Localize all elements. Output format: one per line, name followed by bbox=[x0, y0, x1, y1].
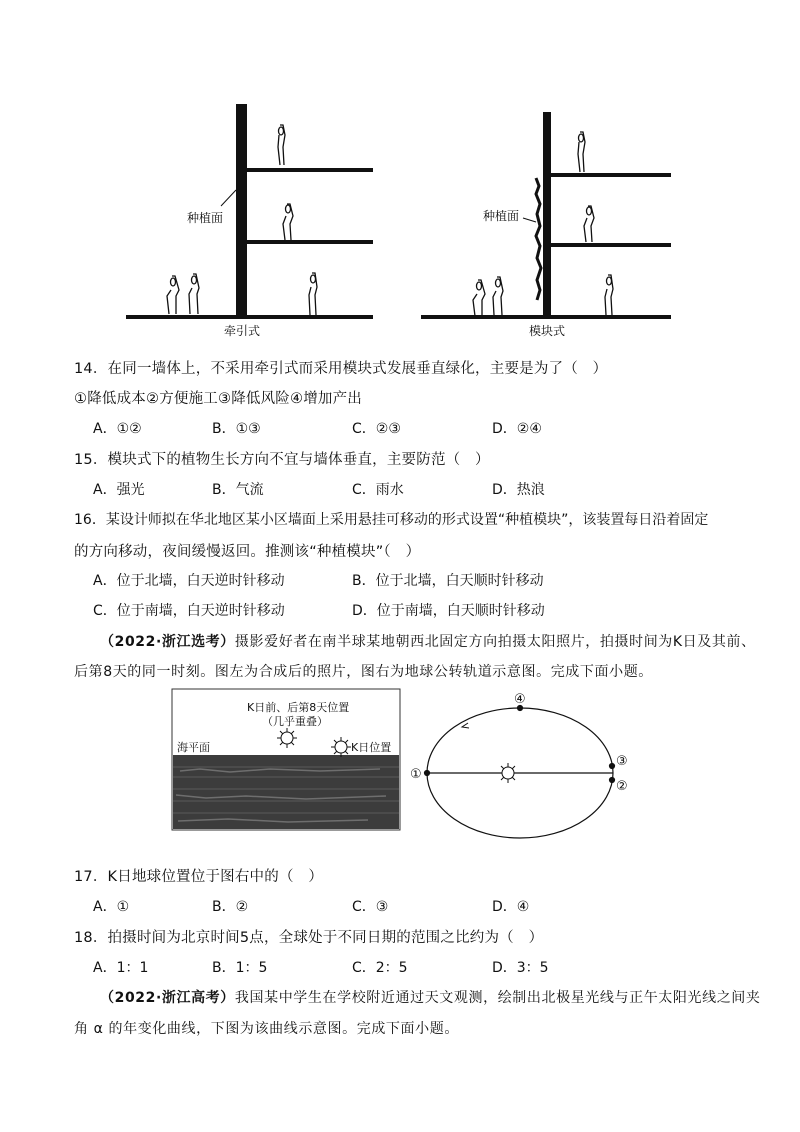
q15-option-c[interactable]: C．雨水 bbox=[352, 482, 404, 498]
k-day-label: K日位置 bbox=[351, 741, 392, 754]
q17-option-a[interactable]: A．① bbox=[93, 899, 130, 915]
intro1-line2: 后第8天的同一时刻。图左为合成后的照片，图右为地球公转轨道示意图。完成下面小题。 bbox=[74, 664, 653, 680]
module-type-caption: 模块式 bbox=[529, 324, 566, 338]
q16-option-b[interactable]: B．位于北墙，白天顺时针移动 bbox=[352, 573, 544, 589]
q16-option-c[interactable]: C．位于南墙，白天逆时针移动 bbox=[93, 603, 285, 619]
intro1-line1 bbox=[100, 631, 756, 651]
q15-option-d[interactable]: D．热浪 bbox=[492, 482, 545, 498]
earth-orbit-diagram bbox=[425, 706, 615, 839]
q14-statements: ①降低成本②方便施工③降低风险④增加产出 bbox=[74, 391, 362, 407]
traction-type-diagram bbox=[126, 104, 373, 317]
module-type-diagram bbox=[421, 112, 671, 317]
intro1-text: 摄影爱好者在南半球某地朝西北固定方向拍摄太阳照片，拍摄时间为K日及其前、 bbox=[234, 634, 756, 650]
intro2-line1 bbox=[100, 987, 761, 1007]
sun-photo-and-orbit-figure bbox=[0, 685, 800, 840]
q14-option-b[interactable]: B．①③ bbox=[212, 421, 261, 437]
q17-option-c[interactable]: C．③ bbox=[352, 899, 389, 915]
intro2-line2: 角 α 的年变化曲线，下图为该曲线示意图。完成下面小题。 bbox=[74, 1021, 459, 1037]
q18-option-b[interactable]: B．1：5 bbox=[212, 960, 268, 976]
q14-option-a[interactable]: A．①② bbox=[93, 421, 142, 437]
q18-option-a[interactable]: A．1：1 bbox=[93, 960, 149, 976]
intro2-text: 我国某中学生在学校附近通过天文观测，绘制出北极星光线与正午太阳光线之间夹 bbox=[234, 990, 761, 1006]
q17-option-d[interactable]: D．④ bbox=[492, 899, 530, 915]
orbit-position-2: ② bbox=[616, 779, 628, 794]
right-planting-surface-label: 种植面 bbox=[483, 209, 520, 223]
photo-overlap-label-1: K日前、后第8天位置 bbox=[247, 701, 350, 714]
q18-option-c[interactable]: C．2：5 bbox=[352, 960, 408, 976]
sea-level-label: 海平面 bbox=[177, 741, 210, 754]
q14-option-d[interactable]: D．②④ bbox=[492, 421, 542, 437]
intro1-source: （2022·浙江选考） bbox=[100, 634, 235, 650]
traction-type-caption: 牵引式 bbox=[224, 324, 261, 338]
orbit-position-4: ④ bbox=[514, 692, 526, 707]
q16-stem-line2: 的方向移动，夜间缓慢返回。推测该“种植模块”（ ） bbox=[74, 544, 421, 560]
q18-option-d[interactable]: D．3：5 bbox=[492, 960, 549, 976]
q14-stem: 14．在同一墙体上，不采用牵引式而采用模块式发展垂直绿化，主要是为了（ ） bbox=[74, 361, 608, 377]
q18-stem: 18．拍摄时间为北京时间5点，全球处于不同日期的范围之比约为（ ） bbox=[74, 930, 544, 946]
q14-option-c[interactable]: C．②③ bbox=[352, 421, 401, 437]
q15-option-b[interactable]: B．气流 bbox=[212, 482, 264, 498]
orbit-position-1: ① bbox=[410, 767, 422, 782]
q17-stem: 17．K日地球位置位于图右中的（ ） bbox=[74, 869, 324, 885]
left-planting-surface-label: 种植面 bbox=[187, 211, 224, 225]
q15-option-a[interactable]: A．强光 bbox=[93, 482, 145, 498]
k-day-sun-icon bbox=[331, 737, 351, 757]
q17-option-b[interactable]: B．② bbox=[212, 899, 249, 915]
photo-overlap-label-2: （几乎重叠） bbox=[262, 715, 328, 728]
q15-stem: 15．模块式下的植物生长方向不宜与墙体垂直，主要防范（ ） bbox=[74, 452, 490, 468]
vertical-greening-figure bbox=[0, 0, 800, 345]
orbit-sun-icon bbox=[498, 763, 518, 783]
q16-option-d[interactable]: D．位于南墙，白天顺时针移动 bbox=[352, 603, 545, 619]
q16-option-a[interactable]: A．位于北墙，白天逆时针移动 bbox=[93, 573, 285, 589]
sun-icon bbox=[277, 728, 297, 748]
intro2-source: （2022·浙江高考） bbox=[100, 990, 235, 1006]
q16-stem-line1: 16．某设计师拟在华北地区某小区墙面上采用悬挂可移动的形式设置“种植模块”，该装置每日沿着固定 bbox=[74, 512, 709, 528]
orbit-position-3: ③ bbox=[616, 754, 628, 769]
